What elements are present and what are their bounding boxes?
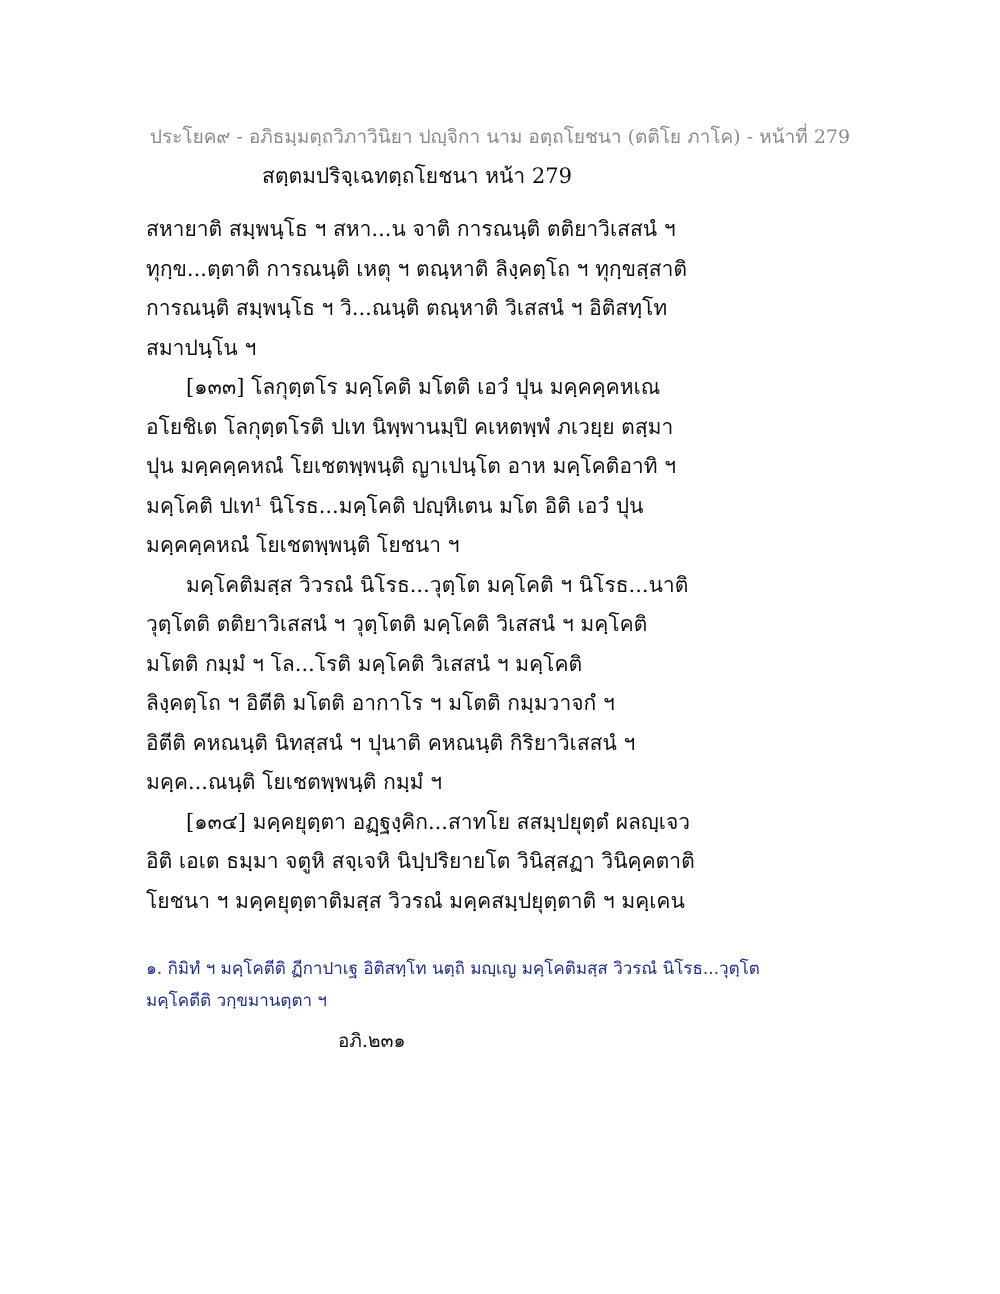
text-line: การณนฺติ สมฺพนฺโธ ฯ วิ...ณนฺติ ตณฺหาติ วิเสสนํ ฯ อิติสทฺโท xyxy=(146,296,668,320)
text-line: ลิงฺคตฺโถ ฯ อิตีติ มโตติ อากาโร ฯ มโตติ กมฺมวาจกํ ฯ xyxy=(146,691,615,715)
paragraph-start-line: มคฺโคติมสฺส วิวรณํ นิโรธ...วุตฺโต มคฺโคติ ฯ นิโรธ...นาติ xyxy=(186,572,689,597)
text-line: สมาปนฺโน ฯ xyxy=(146,335,257,360)
text-line: อิติ เอเต ธมฺมา จตูหิ สจฺเจหิ นิปฺปริยายโต วินิสฺสฏา วินิคฺคตาติ xyxy=(146,849,695,873)
footnote-line: มคฺโคตีติ วกฺขมานตฺตา ฯ xyxy=(146,991,327,1011)
paragraph-start-line: [๑๓๓] โลกุตฺตโร มคฺโคติ มโตติ เอวํ ปุน มคฺคคฺคหเณ xyxy=(186,375,661,399)
running-header: ประโยค๙ - อภิธมฺมตฺถวิภาวินิยา ปญฺจิกา นาม อตฺถโยชนา (ตติโย ภาโค) - หน้าที่ 279 xyxy=(149,126,851,148)
footnote-line: ๑. กิมิทํ ฯ มคฺโคตีติ ฏีกาปาเฐ อิติสทฺโท นตฺถิ มญฺเญ มคฺโคติมสฺส วิวรณํ นิโรธ...วุตฺโต xyxy=(146,959,760,979)
body-text xyxy=(146,210,846,921)
text-line: ปุน มคฺคคฺคหณํ โยเชตพฺพนฺติ ญาเปนฺโต อาห มคฺโคติอาทิ ฯ xyxy=(146,454,677,478)
section-title: สตฺตมปริจฺเฉทตฺถโยชนา หน้า 279 xyxy=(262,164,572,188)
footnotes xyxy=(146,953,846,1017)
text-line: วุตฺโตติ ตติยาวิเสสนํ ฯ วุตฺโตติ มคฺโคติ วิเสสนํ ฯ มคฺโคติ xyxy=(146,612,648,636)
text-line: ทุกฺข...ตฺตาติ การณนฺติ เหตุ ฯ ตณฺหาติ ลิงฺคตฺโถ ฯ ทุกฺขสฺสาติ xyxy=(146,256,688,281)
text-line: สหายาติ สมฺพนฺโธ ฯ สหา...น จาติ การณนฺติ ตติยาวิเสสนํ ฯ xyxy=(146,217,676,241)
paragraph-start-line: [๑๓๔] มคฺคยุตฺตา อฏฺฐงฺคิก...สาทโย สสมฺปยุตฺตํ ผลญฺเจว xyxy=(186,809,691,834)
text-line: มคฺโคติ ปเท¹ นิโรธ...มคฺโคติ ปญฺหิเตน มโต อิติ เอวํ ปุน xyxy=(146,493,644,518)
text-line: มคฺค...ณนฺติ โยเชตพฺพนฺติ กมฺมํ ฯ xyxy=(146,770,442,794)
text-line: มคฺคคฺคหณํ โยเชตพฺพนฺติ โยชนา ฯ xyxy=(146,533,460,557)
page-code: อภิ.๒๓๑ xyxy=(338,1030,406,1052)
text-line: อโยชิเต โลกุตฺตโรติ ปเท นิพฺพานมฺปิ คเหตพฺพํ ภเวยฺย ตสฺมา xyxy=(146,414,674,439)
text-line: โยชนา ฯ มคฺคยุตฺตาติมสฺส วิวรณํ มคฺคสมฺปยุตฺตาติ ฯ มคฺเคน xyxy=(146,888,685,913)
text-line: มโตติ กมฺมํ ฯ โล...โรติ มคฺโคติ วิเสสนํ ฯ มคฺโคติ xyxy=(146,651,583,676)
text-line: อิตีติ คหณนฺติ นิทสฺสนํ ฯ ปุนาติ คหณนฺติ กิริยาวิเสสนํ ฯ xyxy=(146,730,636,755)
